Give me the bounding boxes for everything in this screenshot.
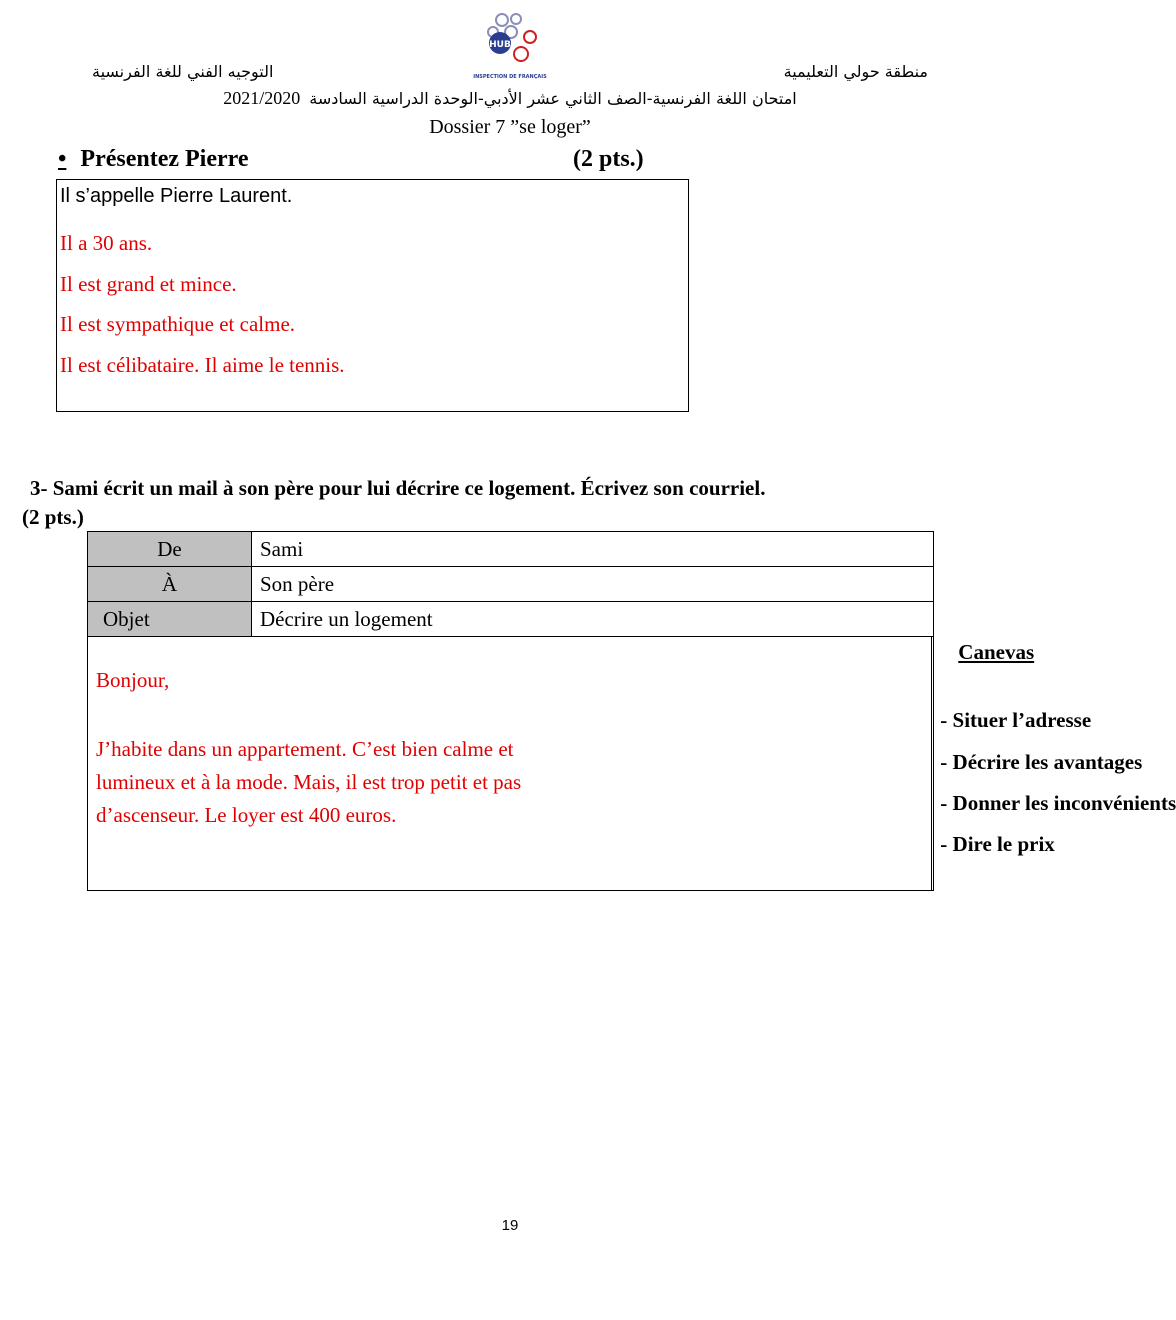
logo-circles-icon — [465, 10, 555, 82]
hub-logo — [465, 10, 555, 82]
to-label: À — [88, 567, 252, 602]
canevas-item: - Donner les inconvénients — [940, 791, 1176, 815]
svg-text:INSPECTION DE FRANÇAIS: INSPECTION DE FRANÇAIS — [473, 74, 547, 80]
canevas-panel — [932, 637, 1176, 891]
from-label: De — [88, 532, 252, 567]
mail-from-row — [88, 532, 934, 567]
question-3-points: (2 pts.) — [22, 505, 84, 529]
section-title — [58, 146, 249, 173]
bullet: • — [58, 146, 67, 172]
page-number: 19 — [501, 1217, 519, 1234]
mail-greeting: Bonjour, — [96, 668, 170, 692]
answer-line: Il est sympathique et calme. — [60, 312, 296, 336]
subject-label: Objet — [88, 602, 252, 637]
dossier-title: Dossier 7 ”se loger” — [429, 116, 591, 138]
pierre-answer-box — [56, 179, 689, 412]
mail-subject-row — [88, 602, 934, 637]
given-line: Il s’appelle Pierre Laurent. — [60, 185, 293, 207]
answer-line: Il est grand et mince. — [60, 272, 237, 296]
header-district: منطقة حولي التعليمية — [783, 62, 928, 81]
exam-title — [190, 88, 830, 109]
from-value: Sami — [252, 532, 934, 567]
canevas-item: - Situer l’adresse — [940, 708, 1092, 732]
mail-to-row — [88, 567, 934, 602]
canevas-item: - Dire le prix — [940, 832, 1055, 856]
mail-table — [87, 531, 1176, 891]
mail-body-row — [88, 637, 934, 891]
exam-title-text: امتحان اللغة الفرنسية-الصف الثاني عشر الأدبي-الوحدة الدراسية السادسة — [309, 89, 797, 108]
header-department: التوجيه الفني للغة الفرنسية — [92, 62, 274, 81]
section-title-text: Présentez Pierre — [80, 146, 249, 172]
subject-value: Décrire un logement — [252, 602, 934, 637]
exam-year: 2021/2020 — [223, 88, 301, 108]
question-3-text: 3- Sami écrit un mail à son père pour lui décrire ce logement. Écrivez son courriel. — [30, 476, 766, 500]
section-points: (2 pts.) — [573, 146, 644, 172]
mail-body-text: J’habite dans un appartement. C’est bien calme et lumineux et à la mode. Mais, il est trop petit et pas d’ascenseur. Le loyer est 400 euros. — [96, 737, 522, 827]
canevas-item: - Décrire les avantages — [940, 750, 1143, 774]
svg-text:HUB: HUB — [489, 40, 511, 50]
canevas-title: Canevas — [958, 640, 1035, 664]
answer-line: Il a 30 ans. — [60, 231, 153, 255]
to-value: Son père — [252, 567, 934, 602]
mail-body — [88, 637, 932, 891]
answer-line: Il est célibataire. Il aime le tennis. — [60, 353, 345, 377]
